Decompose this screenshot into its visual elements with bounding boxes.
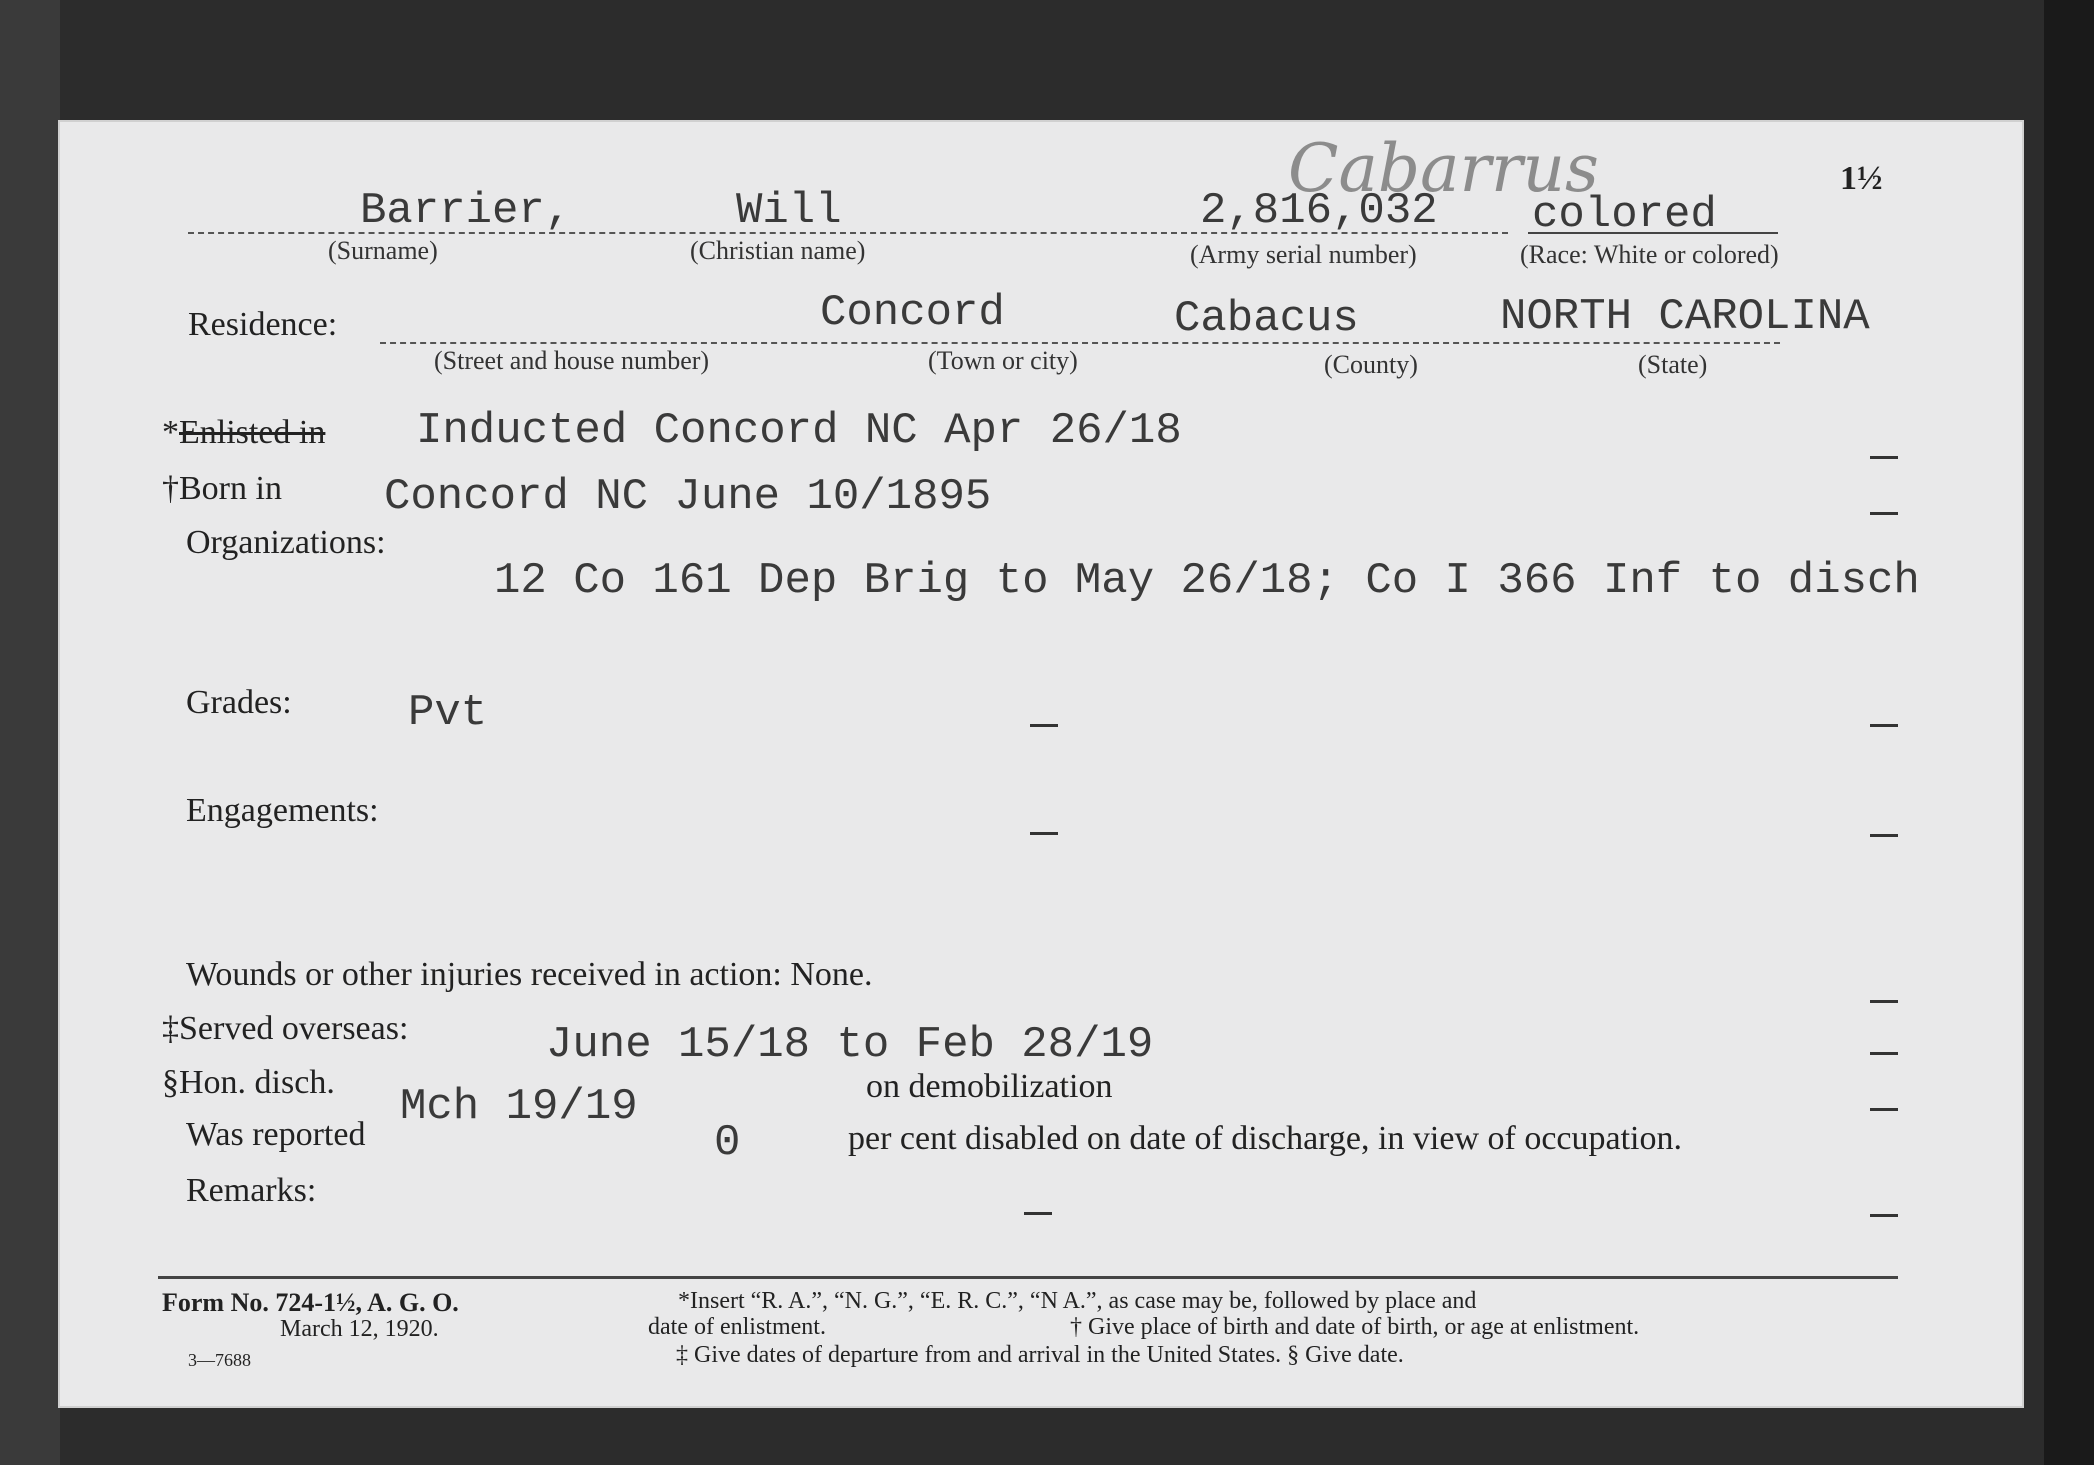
- scan-background-left: [0, 0, 60, 1465]
- print-code: 3—7688: [188, 1350, 251, 1370]
- footnote-overseas: ‡ Give dates of departure from and arrival in the United States. § Give date.: [676, 1342, 1404, 1368]
- page-number: 1½: [1840, 160, 1883, 197]
- grades-dash-middle: [1030, 724, 1058, 727]
- surname-caption: (Surname): [328, 236, 438, 265]
- serial-number-caption: (Army serial number): [1190, 240, 1417, 269]
- enlisted-label: [162, 414, 325, 452]
- race-value: colored: [1532, 190, 1717, 240]
- served-overseas-value: June 15/18 to Feb 28/19: [546, 1020, 1154, 1070]
- was-reported-label: Was reported: [186, 1116, 366, 1153]
- surname-value: Barrier,: [360, 186, 572, 236]
- engagements-dash-middle: [1030, 832, 1058, 835]
- born-dash: [1870, 512, 1898, 515]
- footnote-enlistment-cont: date of enlistment.: [648, 1314, 826, 1340]
- race-underline: [1528, 232, 1778, 234]
- footnote-birth: † Give place of birth and date of birth, or age at enlistment.: [1070, 1314, 1640, 1340]
- form-date: March 12, 1920.: [280, 1316, 439, 1342]
- hon-disch-value: Mch 19/19: [400, 1082, 638, 1132]
- organizations-value: 12 Co 161 Dep Brig to May 26/18; Co I 366 Inf to disch: [494, 556, 1920, 606]
- served-overseas-label: ‡Served overseas:: [162, 1010, 409, 1047]
- wounds-dash: [1870, 1000, 1898, 1003]
- wounds-value: None.: [790, 956, 873, 993]
- enlisted-value: Inducted Concord NC Apr 26/18: [416, 406, 1182, 456]
- remarks-dash-right: [1870, 1214, 1898, 1217]
- residence-county-value: Cabacus: [1174, 294, 1359, 344]
- christian-name-value: Will: [736, 186, 842, 236]
- disability-text: per cent disabled on date of discharge, in view of occupation.: [848, 1120, 1682, 1157]
- grades-dash-right: [1870, 724, 1898, 727]
- enlisted-mark: *: [162, 414, 179, 451]
- enlisted-dash: [1870, 456, 1898, 459]
- race-caption: (Race: White or colored): [1520, 240, 1779, 269]
- engagements-label: Engagements:: [186, 792, 379, 829]
- engagements-dash-right: [1870, 834, 1898, 837]
- grades-value: Pvt: [408, 688, 488, 738]
- residence-state-value: NORTH CAROLINA: [1500, 292, 1870, 342]
- enlisted-label-text: Enlisted in: [179, 414, 326, 451]
- organizations-label: Organizations:: [186, 524, 386, 561]
- form-number: Form No. 724-1½, A. G. O.: [162, 1288, 459, 1317]
- served-overseas-dash: [1870, 1052, 1898, 1055]
- street-caption: (Street and house number): [434, 346, 710, 375]
- county-handwritten-annotation: Cabarrus: [1288, 130, 1599, 207]
- state-caption: (State): [1638, 350, 1708, 379]
- service-record-card: [58, 120, 2024, 1408]
- remarks-dash-middle: [1024, 1212, 1052, 1215]
- county-caption: (County): [1324, 350, 1418, 379]
- born-value: Concord NC June 10/1895: [384, 472, 992, 522]
- town-caption: (Town or city): [928, 346, 1078, 375]
- wounds-row: [186, 956, 873, 994]
- residence-label: Residence:: [188, 306, 338, 343]
- wounds-label: Wounds or other injuries received in action:: [186, 956, 782, 993]
- remarks-label: Remarks:: [186, 1172, 317, 1209]
- residence-dotted-line: [380, 342, 1780, 344]
- hon-disch-label: §Hon. disch.: [162, 1064, 335, 1101]
- hon-disch-note: on demobilization: [866, 1068, 1113, 1105]
- footnote-enlistment: *Insert “R. A.”, “N. G.”, “E. R. C.”, “N A.”, as case may be, followed by place and: [678, 1288, 1477, 1314]
- grades-label: Grades:: [186, 684, 292, 721]
- christian-name-caption: (Christian name): [690, 236, 866, 265]
- serial-number-value: 2,816,032: [1200, 186, 1438, 236]
- disability-percent-value: 0: [714, 1118, 741, 1168]
- residence-town-value: Concord: [820, 288, 1005, 338]
- footer-rule: [158, 1276, 1898, 1279]
- hon-disch-dash: [1870, 1108, 1898, 1111]
- born-label: †Born in: [162, 470, 282, 507]
- scan-background-right: [2044, 0, 2094, 1465]
